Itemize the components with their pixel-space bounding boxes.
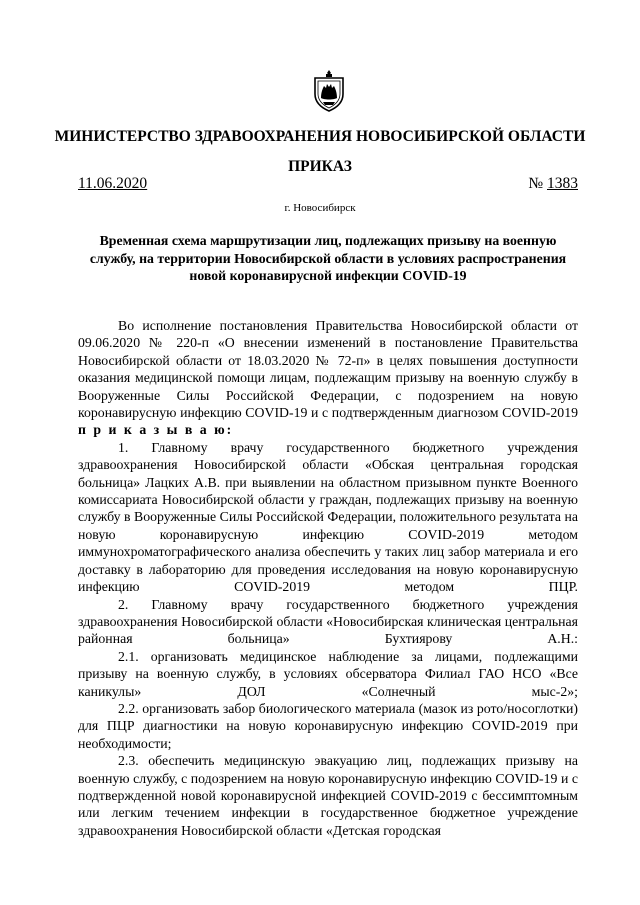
paragraph-preamble	[78, 317, 578, 439]
order-number-prefix: №	[528, 175, 544, 192]
ministry-title: МИНИСТЕРСТВО ЗДРАВООХРАНЕНИЯ НОВОСИБИРСКОЙ ОБЛАСТИ	[54, 128, 586, 145]
order-number-value: 1383	[547, 175, 578, 192]
order-subject: Временная схема маршрутизации лиц, подлежащих призыву на военную службу, на территории Новосибирской области в условиях распространения новой коронавирусной инфекции COVID-19	[89, 233, 567, 283]
paragraph-1: 1. Главному врачу государственного бюджетного учреждения здравоохранения Новосибирской области «Обская центральная городская больница» Лацких А.В. при выявлении на областном призывном пункте Военного комиссариата Новосибирской области у граждан, подлежащих призыву на военную службу в Вооруженные Силы Российской Федерации, положительного результата на новую коронавирусную инфекцию COVID-2019 методом иммунохроматографического анализа обеспечить у таких лиц забор материала и его доставку в лабораторию для проведения исследования на новую коронавирусную инфекцию COVID-2019 методом ПЦР.	[78, 439, 578, 595]
order-body	[78, 317, 578, 839]
order-word: п р и к а з ы в а ю:	[78, 422, 234, 438]
paragraph-2-1: 2.1. организовать медицинское наблюдение за лицами, подлежащими призыву на военную службу, в условиях обсерватора Филиал ГАО НСО «Все каникулы» ДОЛ «Солнечный мыс-2»;	[78, 648, 578, 699]
order-number	[528, 174, 578, 194]
order-city: г. Новосибирск	[284, 202, 356, 214]
coat-of-arms-icon	[312, 68, 346, 112]
paragraph-2-3: 2.3. обеспечить медицинскую эвакуацию лиц, подлежащих призыву на военную службу, с подозрением на новую коронавирусную инфекцию COVID-19 и с подтвержденной новой коронавирусной инфекцией COVID-2019 с бессимптомным или легким течением инфекции в государственное бюджетное учреждение здравоохранения Новосибирской области «Детская городская	[78, 753, 578, 838]
paragraph-2-2: 2.2. организовать забор биологического материала (мазок из рото/носоглотки) для ПЦР диагностики на новую коронавирусную инфекцию COVID-2019 при необходимости;	[78, 700, 578, 751]
order-date: 11.06.2020	[78, 175, 148, 192]
paragraph-2: 2. Главному врачу государственного бюджетного учреждения здравоохранения Новосибирской области «Новосибирская клиническая центральная районная больница» Бухтиярову А.Н.:	[78, 596, 578, 647]
order-title: ПРИКАЗ	[288, 158, 352, 175]
preamble-text: Во исполнение постановления Правительства Новосибирской области от 09.06.2020 № 220-п «О внесении изменений в постановление Правительства Новосибирской области от 18.03.2020 № 72-п» в целях повышения доступности оказания медицинской помощи лицам, подлежащим призыву на военную службу в Вооруженные Силы Российской Федерации, с подозрением на новую коронавирусную инфекцию COVID-19 и с подтвержденным диагнозом COVID-2019	[78, 318, 578, 421]
